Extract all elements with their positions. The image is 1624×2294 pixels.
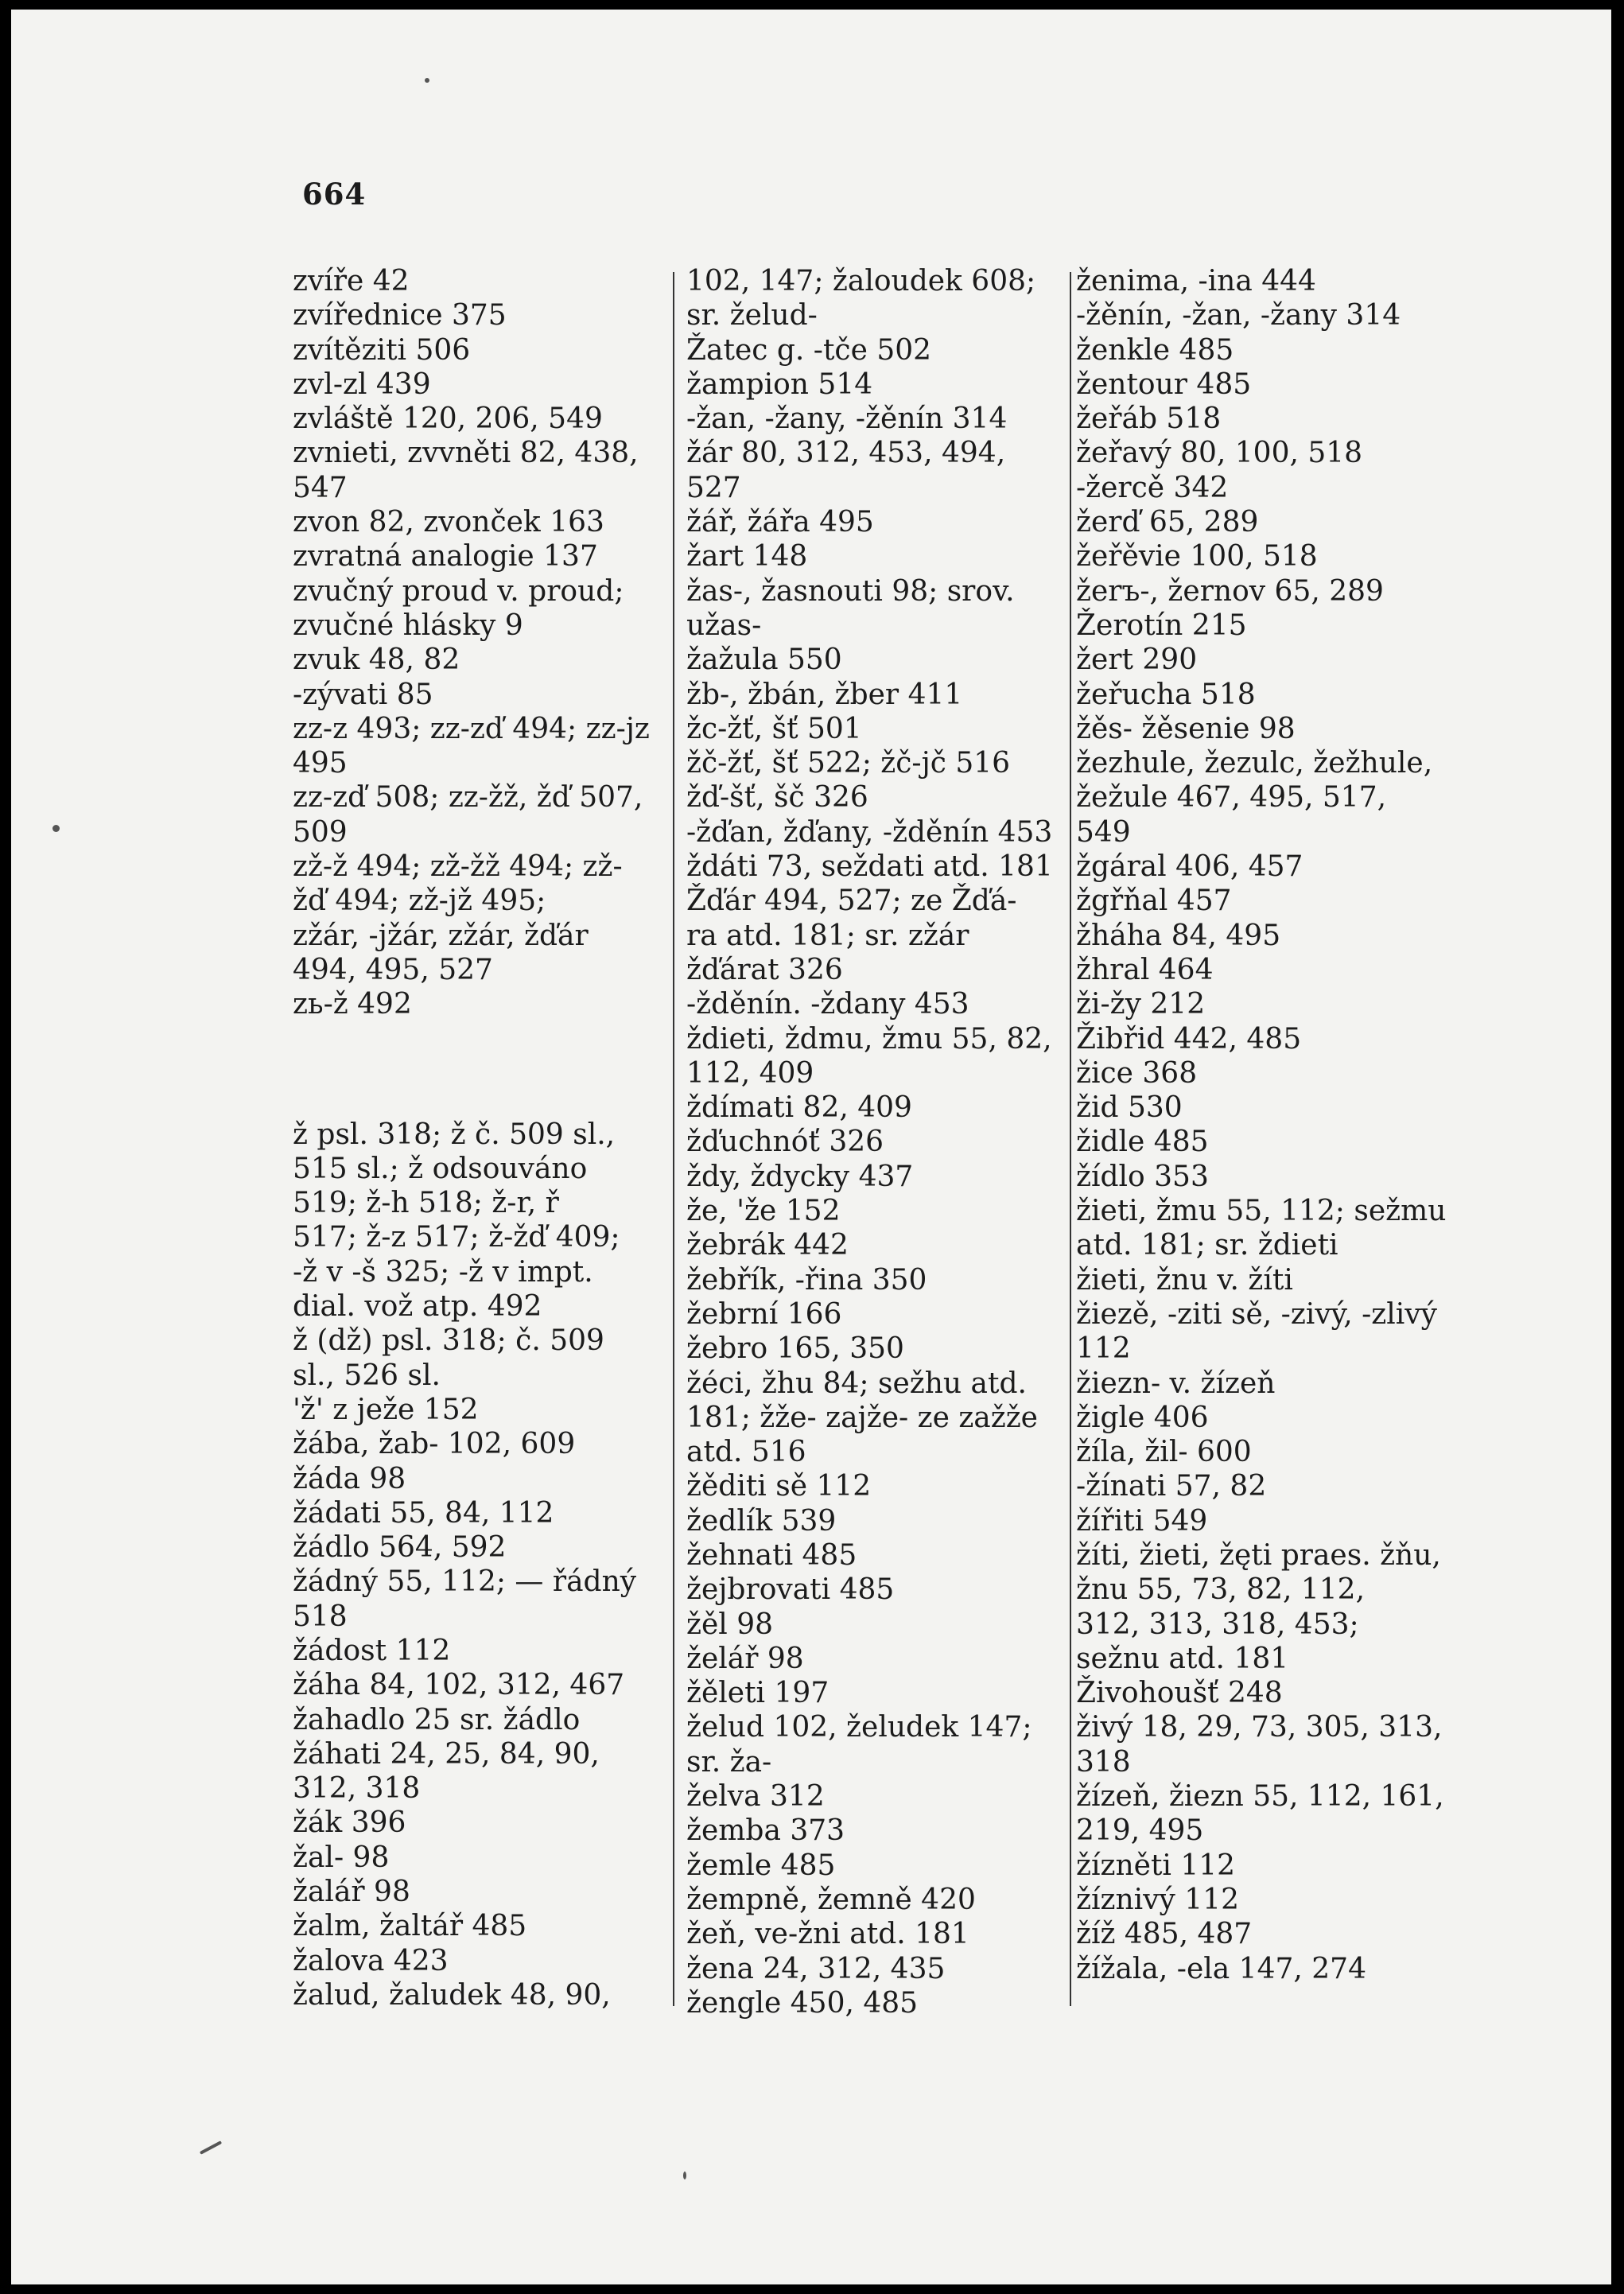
index-entry: 509 bbox=[293, 815, 348, 849]
index-entry: ži-žy 212 bbox=[1076, 988, 1206, 1021]
index-entry: žalud, žaludek 48, 90, bbox=[293, 1978, 611, 2012]
index-entry: žěs- žěsenie 98 bbox=[1076, 712, 1296, 745]
index-entry: žebrák 442 bbox=[686, 1229, 849, 1262]
index-entry: žengle 450, 485 bbox=[686, 1986, 919, 2020]
index-entry: žába, žab- 102, 609 bbox=[293, 1428, 576, 1461]
index-entry: žák 396 bbox=[293, 1806, 406, 1840]
index-entry: zvíře 42 bbox=[293, 265, 410, 297]
index-entry: zvítěziti 506 bbox=[293, 333, 471, 367]
scan-speck bbox=[52, 825, 60, 832]
index-entry: žebřík, -řina 350 bbox=[686, 1263, 927, 1297]
index-entry: zvnieti, zvvněti 82, 438, bbox=[293, 437, 639, 470]
index-entry: ždieti, ždmu, žmu 55, 82, bbox=[686, 1022, 1052, 1056]
index-entry: sr. ža- bbox=[686, 1745, 772, 1779]
index-entry: 517; ž-z 517; ž-žď 409; bbox=[293, 1221, 620, 1254]
index-entry: žáhati 24, 25, 84, 90, bbox=[293, 1737, 600, 1771]
index-entry: žehnati 485 bbox=[686, 1538, 857, 1572]
scan-speck bbox=[683, 2172, 686, 2179]
index-entry: 549 bbox=[1076, 815, 1131, 849]
index-entry: žěditi sě 112 bbox=[686, 1470, 872, 1503]
index-entry: žempně, žemně 420 bbox=[686, 1883, 976, 1916]
index-entry: žéci, žhu 84; sežhu atd. bbox=[686, 1367, 1027, 1400]
index-entry: židle 485 bbox=[1076, 1126, 1209, 1159]
index-entry: ženima, -ina 444 bbox=[1076, 265, 1316, 297]
index-entry: zvučný proud v. proud; bbox=[293, 574, 624, 608]
index-entry: 515 sl.; ž odsouváno bbox=[293, 1152, 588, 1185]
index-entry: želva 312 bbox=[686, 1780, 825, 1814]
index-entry: ždáti 73, seždati atd. 181 bbox=[686, 850, 1053, 884]
index-entry: zvratná analogie 137 bbox=[293, 540, 598, 574]
index-entry: zvučné hlásky 9 bbox=[293, 608, 523, 642]
index-entry: ždímati 82, 409 bbox=[686, 1091, 912, 1125]
index-entry: ž psl. 318; ž č. 509 sl., bbox=[293, 1118, 616, 1151]
index-entry: žeřěvie 100, 518 bbox=[1076, 540, 1318, 574]
index-entry: žahadlo 25 sr. žádlo bbox=[293, 1703, 581, 1736]
index-entry: žemba 373 bbox=[686, 1814, 845, 1848]
index-entry: 112 bbox=[1076, 1332, 1131, 1366]
index-entry: ženkle 485 bbox=[1076, 333, 1234, 367]
index-entry: dial. vož atp. 492 bbox=[293, 1290, 542, 1324]
index-entry: žďuchnóť 326 bbox=[686, 1126, 884, 1159]
index-entry: žíznivý 112 bbox=[1076, 1883, 1239, 1916]
column-divider bbox=[1070, 272, 1071, 2006]
index-entry: žáha 84, 102, 312, 467 bbox=[293, 1669, 625, 1702]
index-entry: -žděnín. -ždany 453 bbox=[686, 988, 969, 1021]
index-entry: 102, 147; žaloudek 608; bbox=[686, 265, 1036, 297]
index-entry: žežule 467, 495, 517, bbox=[1076, 781, 1387, 815]
index-entry: -žěnín, -žan, -žany 314 bbox=[1076, 299, 1401, 332]
index-entry: zvuk 48, 82 bbox=[293, 643, 460, 677]
index-entry: žíti, žieti, žęti praes. žňu, bbox=[1076, 1538, 1441, 1572]
book-page bbox=[11, 10, 1611, 2284]
index-entry: žíla, žil- 600 bbox=[1076, 1436, 1252, 1469]
index-entry: žc-žť, šť 501 bbox=[686, 712, 862, 745]
index-entry: želář 98 bbox=[686, 1642, 804, 1675]
index-entry: žář, žářa 495 bbox=[686, 506, 874, 539]
index-entry: žháha 84, 495 bbox=[1076, 919, 1281, 952]
index-entry: žgřňal 457 bbox=[1076, 885, 1232, 918]
index-entry: zvláště 120, 206, 549 bbox=[293, 402, 603, 436]
index-entry: Žerotín 215 bbox=[1076, 608, 1247, 642]
index-column-2 bbox=[686, 264, 1066, 2020]
index-entry: 112, 409 bbox=[686, 1056, 814, 1090]
index-entry: že, 'že 152 bbox=[686, 1195, 841, 1228]
index-entry: žieti, žmu 55, 112; sežmu bbox=[1076, 1195, 1447, 1228]
index-entry: žízeň, žiezn 55, 112, 161, bbox=[1076, 1780, 1444, 1814]
index-entry: ž (dž) psl. 318; č. 509 bbox=[293, 1324, 604, 1358]
index-entry: zz-zď 508; zz-žž, žď 507, bbox=[293, 781, 643, 815]
scan-speck bbox=[425, 78, 429, 83]
scan-speck bbox=[200, 2140, 222, 2155]
index-entry: žampion 514 bbox=[686, 367, 873, 401]
index-entry: sl., 526 sl. bbox=[293, 1359, 441, 1392]
index-entry: zz-z 493; zz-zď 494; zz-jz bbox=[293, 712, 650, 745]
index-entry: žádný 55, 112; — řádný bbox=[293, 1565, 637, 1599]
index-entry: -žďan, žďany, -žděnín 453 bbox=[686, 815, 1053, 849]
index-entry: zь-ž 492 bbox=[293, 988, 412, 1021]
index-entry: 219, 495 bbox=[1076, 1814, 1204, 1848]
index-entry: žádost 112 bbox=[293, 1634, 451, 1667]
section-gap bbox=[293, 1022, 665, 1118]
index-entry: žice 368 bbox=[1076, 1056, 1198, 1090]
index-entry: zžár, -jžár, zžár, žďár bbox=[293, 919, 589, 952]
index-entry: žeřáb 518 bbox=[1076, 402, 1222, 436]
index-entry: zvl-zl 439 bbox=[293, 367, 431, 401]
index-entry: 312, 313, 318, 453; bbox=[1076, 1608, 1359, 1641]
index-entry: 312, 318 bbox=[293, 1772, 421, 1806]
index-entry: ždy, ždycky 437 bbox=[686, 1160, 914, 1193]
index-entry: žíž 485, 487 bbox=[1076, 1918, 1253, 1951]
index-entry: zž-ž 494; zž-žž 494; zž- bbox=[293, 850, 623, 884]
index-entry: žč-žť, šť 522; žč-jč 516 bbox=[686, 747, 1011, 780]
index-entry: žídlo 353 bbox=[1076, 1160, 1209, 1193]
index-entry: 519; ž-h 518; ž-r, ř bbox=[293, 1187, 559, 1220]
index-entry: žemle 485 bbox=[686, 1849, 836, 1882]
index-entry: atd. 181; sr. ždieti bbox=[1076, 1229, 1338, 1262]
index-entry: žebro 165, 350 bbox=[686, 1332, 904, 1366]
index-entry: žid 530 bbox=[1076, 1091, 1183, 1125]
index-entry: žďárat 326 bbox=[686, 953, 843, 986]
index-entry: živý 18, 29, 73, 305, 313, bbox=[1076, 1711, 1443, 1744]
index-entry: žnu 55, 73, 82, 112, bbox=[1076, 1573, 1366, 1607]
index-entry: žeň, ve-žni atd. 181 bbox=[686, 1918, 969, 1951]
index-entry: žebrní 166 bbox=[686, 1297, 842, 1331]
index-entry: atd. 516 bbox=[686, 1436, 806, 1469]
index-entry: 318 bbox=[1076, 1745, 1131, 1779]
index-entry: zvon 82, zvonček 163 bbox=[293, 506, 604, 539]
index-entry: -zývati 85 bbox=[293, 678, 433, 711]
index-entry: žhral 464 bbox=[1076, 953, 1214, 986]
index-entry: 547 bbox=[293, 471, 348, 504]
index-column-3 bbox=[1076, 264, 1490, 1986]
index-entry: žízněti 112 bbox=[1076, 1849, 1236, 1882]
index-entry: ra atd. 181; sr. zžár bbox=[686, 919, 969, 952]
page-number: 664 bbox=[302, 177, 367, 212]
index-entry: žádati 55, 84, 112 bbox=[293, 1496, 554, 1530]
index-entry: sr. želud- bbox=[686, 299, 818, 332]
index-entry: Žatec g. -tče 502 bbox=[686, 333, 932, 367]
index-entry: -žan, -žany, -žěnín 314 bbox=[686, 402, 1008, 436]
index-entry: 518 bbox=[293, 1600, 348, 1633]
index-entry: žď-šť, šč 326 bbox=[686, 781, 868, 815]
index-entry: žár 80, 312, 453, 494, 527 bbox=[686, 437, 1006, 504]
index-entry: žěleti 197 bbox=[686, 1677, 829, 1710]
index-entry: žeřavý 80, 100, 518 bbox=[1076, 437, 1363, 470]
index-entry: žalova 423 bbox=[293, 1944, 449, 1977]
index-entry: 495 bbox=[293, 747, 348, 780]
index-entry: žerď 65, 289 bbox=[1076, 506, 1259, 539]
index-entry: užas- bbox=[686, 608, 762, 642]
index-entry: žáda 98 bbox=[293, 1462, 406, 1495]
index-entry: Žibřid 442, 485 bbox=[1076, 1022, 1302, 1056]
index-entry: žb-, žbán, žber 411 bbox=[686, 678, 963, 711]
index-column-1 bbox=[293, 264, 665, 2012]
index-entry: želud 102, želudek 147; bbox=[686, 1711, 1032, 1744]
index-entry: žď 494; zž-jž 495; bbox=[293, 885, 546, 918]
index-entry: 494, 495, 527 bbox=[293, 953, 493, 986]
index-entry: zvířednice 375 bbox=[293, 299, 507, 332]
index-entry: žiezn- v. žízeň bbox=[1076, 1367, 1276, 1400]
index-entry: žerъ-, žernov 65, 289 bbox=[1076, 574, 1384, 608]
column-divider bbox=[673, 272, 674, 2006]
index-entry: žigle 406 bbox=[1076, 1401, 1209, 1434]
index-entry: žena 24, 312, 435 bbox=[686, 1952, 946, 1985]
index-entry: žieti, žnu v. žíti bbox=[1076, 1263, 1293, 1297]
index-entry: -ž v -š 325; -ž v impt. bbox=[293, 1255, 593, 1289]
index-entry: -žínati 57, 82 bbox=[1076, 1470, 1267, 1503]
index-entry: Žďár 494, 527; ze Žďá- bbox=[686, 885, 1017, 918]
index-entry: žížala, -ela 147, 274 bbox=[1076, 1952, 1366, 1985]
index-entry: -žercě 342 bbox=[1076, 471, 1229, 504]
index-entry: žalář 98 bbox=[293, 1876, 410, 1909]
index-entry: žěl 98 bbox=[686, 1608, 774, 1641]
index-entry: žert 290 bbox=[1076, 643, 1198, 677]
index-entry: žeřucha 518 bbox=[1076, 678, 1256, 711]
index-entry: 'ž' z ježe 152 bbox=[293, 1393, 479, 1426]
index-entry: žas-, žasnouti 98; srov. bbox=[686, 574, 1015, 608]
index-entry: žiezě, -ziti sě, -zivý, -zlivý bbox=[1076, 1297, 1437, 1331]
index-entry: žádlo 564, 592 bbox=[293, 1531, 507, 1565]
index-entry: sežnu atd. 181 bbox=[1076, 1642, 1289, 1675]
index-entry: žal- 98 bbox=[293, 1841, 390, 1874]
index-entry: žířiti 549 bbox=[1076, 1504, 1208, 1538]
index-entry: žedlík 539 bbox=[686, 1504, 837, 1538]
index-entry: žalm, žaltář 485 bbox=[293, 1910, 527, 1943]
index-entry: Živohoušť 248 bbox=[1076, 1677, 1283, 1710]
index-entry: žgáral 406, 457 bbox=[1076, 850, 1303, 884]
index-entry: 181; žže- zajže- ze zažže bbox=[686, 1401, 1038, 1434]
index-entry: žezhule, žezulc, žežhule, bbox=[1076, 747, 1433, 780]
index-entry: žentour 485 bbox=[1076, 367, 1252, 401]
index-entry: žažula 550 bbox=[686, 643, 842, 677]
index-entry: žejbrovati 485 bbox=[686, 1573, 895, 1607]
index-entry: žart 148 bbox=[686, 540, 808, 574]
